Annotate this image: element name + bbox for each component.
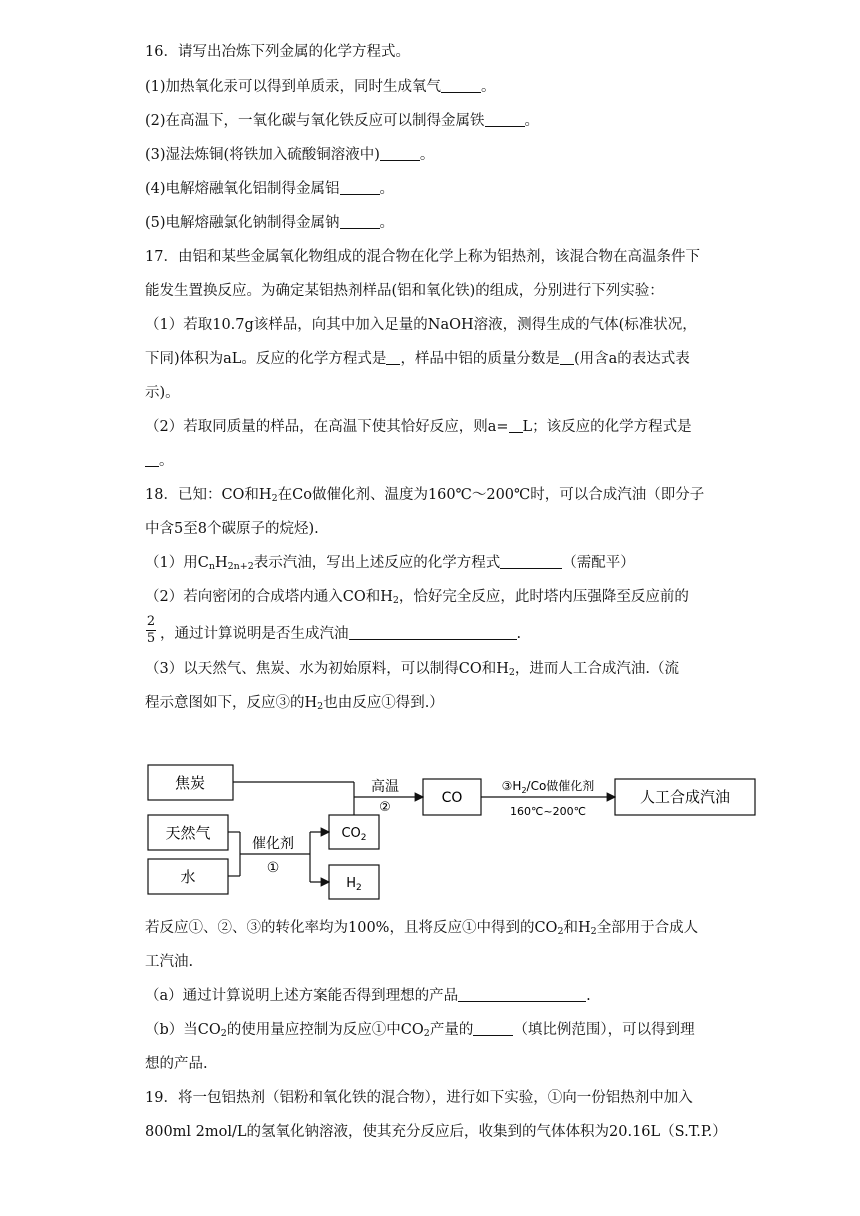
q16-item-1: (1)加热氧化汞可以得到单质汞，同时生成氧气 。 <box>145 79 496 95</box>
label-step1: ① <box>266 860 280 876</box>
q18-line-5: ，通过计算说明是否生成汽油 . <box>160 626 522 642</box>
q18-b-line-2: 想的产品. <box>145 1056 208 1072</box>
q16-item-5: (5)电解熔融氯化钠制得金属钠 。 <box>145 215 395 231</box>
label-step2: ② <box>379 800 391 815</box>
q16-item-2: (2)在高温下，一氧化碳与氧化铁反应可以制得金属铁 。 <box>145 113 540 129</box>
flow-diagram <box>140 755 760 905</box>
q18-line-7: 程示意图如下，反应③的$H_2$也由反应①得到.） <box>145 695 444 712</box>
q18-line-6: （3）以天然气、焦炭、水为初始原料，可以制得CO和$H_2$，进而人工合成汽油.（流 <box>145 661 680 678</box>
q18-line-4: （2）若向密闭的合成塔内通入CO和$H_2$，恰好完全反应，此时塔内压强降至反应前的 <box>145 589 689 606</box>
label-gaowen: 高温 <box>371 779 399 795</box>
q18-after-2: 工汽油. <box>145 954 194 970</box>
q17-line-2: 能发生置换反应。为确定某铝热剂样品(铝和氧化铁)的组成，分别进行下列实验： <box>145 283 664 299</box>
label-tianranqi: 天然气 <box>165 824 211 842</box>
label-jiaotan: 焦炭 <box>174 774 206 792</box>
label-product: 人工合成汽油 <box>639 788 731 806</box>
q18-line-1: 18．已知：CO和$H_2$在Co做催化剂、温度为160℃～200℃时，可以合成汽油（即分子 <box>145 487 705 504</box>
q17-line-6: （2）若取同质量的样品，在高温下使其恰好反应，则a= L；该反应的化学方程式是 <box>145 419 692 435</box>
label-temperature: 160℃~200℃ <box>510 805 586 818</box>
q16-item-4: (4)电解熔融氧化铝制得金属铝 。 <box>145 181 395 197</box>
label-shui: 水 <box>180 868 196 886</box>
q17-line-5: 示)。 <box>145 385 180 401</box>
q19-line-2: 800ml 2mol/L的氢氧化钠溶液，使其充分反应后，收集到的气体体积为20.16L（S.T.P.） <box>145 1124 727 1140</box>
label-co2: $CO_2$ <box>341 826 367 843</box>
label-h2: $H_2$ <box>346 876 362 893</box>
q17-line-4: 下同)体积为aL。反应的化学方程式是 ，样品中铝的质量分数是 (用含a的表达式表 <box>145 351 690 367</box>
q18-a-line: （a）通过计算说明上述方案能否得到理想的产品 . <box>145 988 591 1004</box>
label-step3: $③H_2/Co$做催化剂 <box>501 779 595 795</box>
q18-line-2: 中含5至8个碳原子的烷烃). <box>145 521 319 537</box>
q17-line-7: 。 <box>145 451 174 471</box>
label-co: CO <box>441 790 463 806</box>
label-catalyst: 催化剂 <box>252 836 294 852</box>
q18-b-line: （b）当$CO_2$的使用量应控制为反应①中$CO_2$产量的 （填比例范围），可以得到理 <box>145 1022 695 1039</box>
q16-title: 16．请写出冶炼下列金属的化学方程式。 <box>145 44 410 60</box>
q16-item-3: (3)湿法炼铜(将铁加入硫酸铜溶液中) 。 <box>145 147 435 163</box>
q18-fraction: 2 5 <box>146 614 156 646</box>
q17-line-3: （1）若取10.7g该样品，向其中加入足量的NaOH溶液，测得生成的气体(标准状况， <box>145 317 697 333</box>
q17-line-1: 17．由铝和某些金属氧化物组成的混合物在化学上称为铝热剂，该混合物在高温条件下 <box>145 249 700 265</box>
q18-after-1: 若反应①、②、③的转化率均为100%，且将反应①中得到的$CO_2$和$H_2$全部用于合成人 <box>145 920 699 937</box>
q19-line-1: 19．将一包铝热剂（铝粉和氧化铁的混合物），进行如下实验，①向一份铝热剂中加入 <box>145 1090 693 1106</box>
q18-line-3: （1）用$C_nH_{2n+2}$表示汽油，写出上述反应的化学方程式 （需配平） <box>145 555 635 572</box>
